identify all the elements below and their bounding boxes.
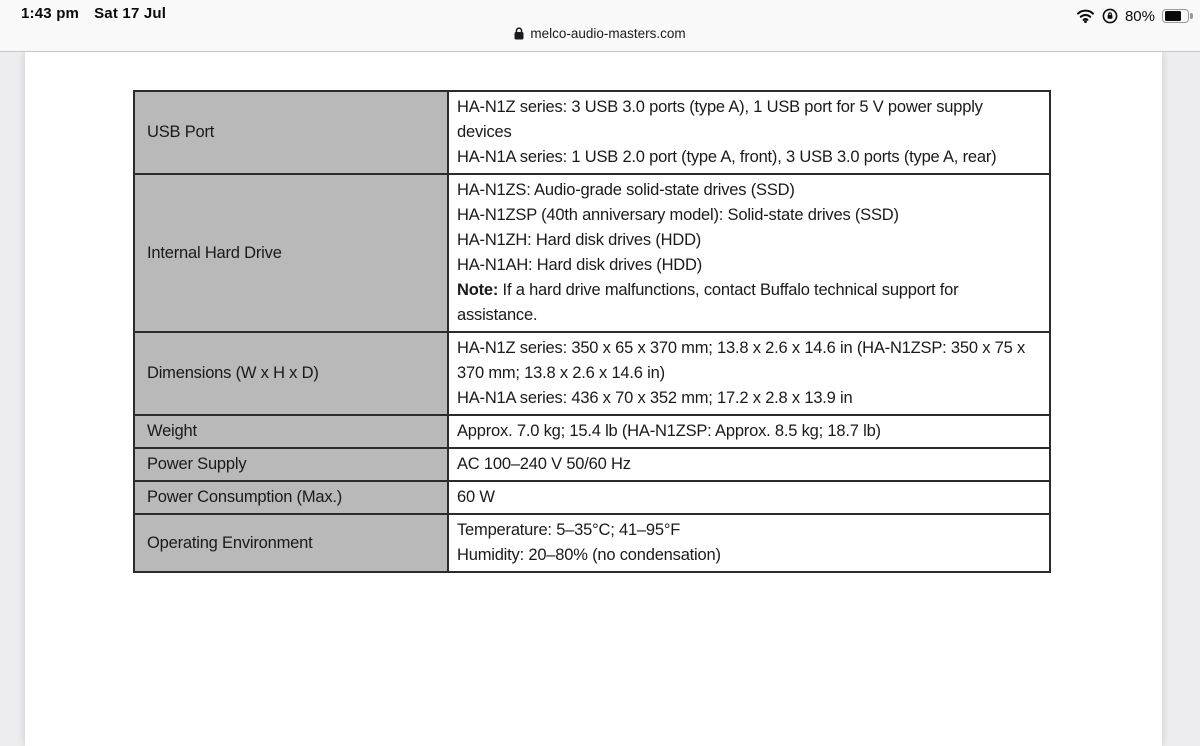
spec-label: Internal Hard Drive	[134, 174, 448, 332]
spec-value-line: 60 W	[457, 488, 495, 506]
spec-value-line: Approx. 7.0 kg; 15.4 lb (HA-N1ZSP: Approx. 8.5 kg; 18.7 lb)	[457, 422, 881, 440]
spec-table	[133, 90, 1051, 573]
spec-table-body	[134, 91, 1050, 572]
table-row	[134, 481, 1050, 514]
spec-value-line: Humidity: 20–80% (no condensation)	[457, 546, 721, 564]
spec-value	[448, 448, 1050, 481]
status-date: Sat 17 Jul	[94, 5, 167, 22]
spec-label: Power Consumption (Max.)	[134, 481, 448, 514]
address-bar[interactable]	[0, 23, 1200, 43]
lock-icon	[514, 27, 524, 40]
spec-value	[448, 415, 1050, 448]
battery-percent: 80%	[1124, 7, 1155, 25]
table-row	[134, 174, 1050, 332]
spec-label: Dimensions (W x H x D)	[134, 332, 448, 415]
url-text[interactable]: melco-audio-masters.com	[530, 25, 686, 41]
spec-value-line: AC 100–240 V 50/60 Hz	[457, 455, 631, 473]
status-time: 1:43 pm	[21, 5, 80, 22]
spec-value	[448, 174, 1050, 332]
spec-value-line: HA-N1A series: 436 x 70 x 352 mm; 17.2 x 2.8 x 13.9 in	[457, 389, 853, 407]
spec-value	[448, 332, 1050, 415]
spec-value-line: HA-N1Z series: 3 USB 3.0 ports (type A), 1 USB port for 5 V power supply devices	[457, 98, 983, 141]
spec-label: Operating Environment	[134, 514, 448, 572]
spec-label: Weight	[134, 415, 448, 448]
spec-value-line: Temperature: 5–35°C; 41–95°F	[457, 521, 681, 539]
spec-label: USB Port	[134, 91, 448, 174]
table-row	[134, 448, 1050, 481]
spec-value	[448, 514, 1050, 572]
spec-value-line: HA-N1Z series: 350 x 65 x 370 mm; 13.8 x 2.6 x 14.6 in (HA-N1ZSP: 350 x 75 x 370 mm; 13.8 x 2.6 x 14.6 in)	[457, 339, 1026, 382]
spec-label: Power Supply	[134, 448, 448, 481]
status-icons	[1076, 5, 1189, 27]
table-row	[134, 514, 1050, 572]
spec-value-line: HA-N1ZS: Audio-grade solid-state drives (SSD)	[457, 181, 795, 199]
rotation-lock-icon	[1102, 8, 1118, 24]
spec-value-line: Note: If a hard drive malfunctions, contact Buffalo technical support for assistance.	[457, 281, 959, 324]
table-row	[134, 91, 1050, 174]
spec-value-line: HA-N1AH: Hard disk drives (HDD)	[457, 256, 703, 274]
safari-toolbar	[0, 0, 1200, 52]
status-time-date	[21, 5, 166, 22]
table-row	[134, 332, 1050, 415]
spec-value-line: HA-N1A series: 1 USB 2.0 port (type A, front), 3 USB 3.0 ports (type A, rear)	[457, 148, 997, 166]
spec-value	[448, 481, 1050, 514]
wifi-icon	[1076, 9, 1095, 23]
battery-icon	[1162, 9, 1189, 24]
spec-value	[448, 91, 1050, 174]
spec-value-line: HA-N1ZH: Hard disk drives (HDD)	[457, 231, 702, 249]
spec-value-line: HA-N1ZSP (40th anniversary model): Solid-state drives (SSD)	[457, 206, 899, 224]
table-row	[134, 415, 1050, 448]
